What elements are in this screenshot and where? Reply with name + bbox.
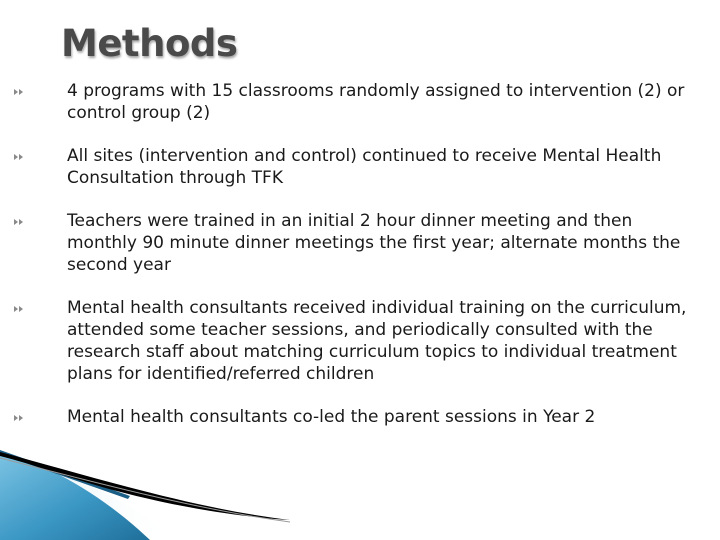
bullet-text: Teachers were trained in an initial 2 hour dinner meeting and then monthly 90 minute dinner meetings the first year; alternate months the second year [67,211,681,275]
arrow-bullet-icon [14,415,23,421]
bullet-text: Mental health consultants received individual training on the curriculum, attended some teacher sessions, and periodically consulted with the research staff about matching curriculum topics to individual treatment plans for identified/referred children [67,298,687,384]
bullet-item [0,297,720,385]
bullet-text: Mental health consultants co-led the parent sessions in Year 2 [67,407,596,427]
arrow-bullet-icon [14,306,23,312]
bullet-list [0,80,720,449]
bullet-item [0,80,720,124]
corner-swoosh-decoration [0,440,720,540]
bullet-text: All sites (intervention and control) continued to receive Mental Health Consultation through TFK [67,146,662,188]
arrow-bullet-icon [14,219,23,225]
bullet-item [0,406,720,428]
arrow-bullet-icon [14,89,23,95]
bullet-text: 4 programs with 15 classrooms randomly assigned to intervention (2) or control group (2) [67,81,685,123]
slide-title: Methods [61,22,238,65]
bullet-item [0,145,720,189]
bullet-item [0,210,720,276]
arrow-bullet-icon [14,154,23,160]
